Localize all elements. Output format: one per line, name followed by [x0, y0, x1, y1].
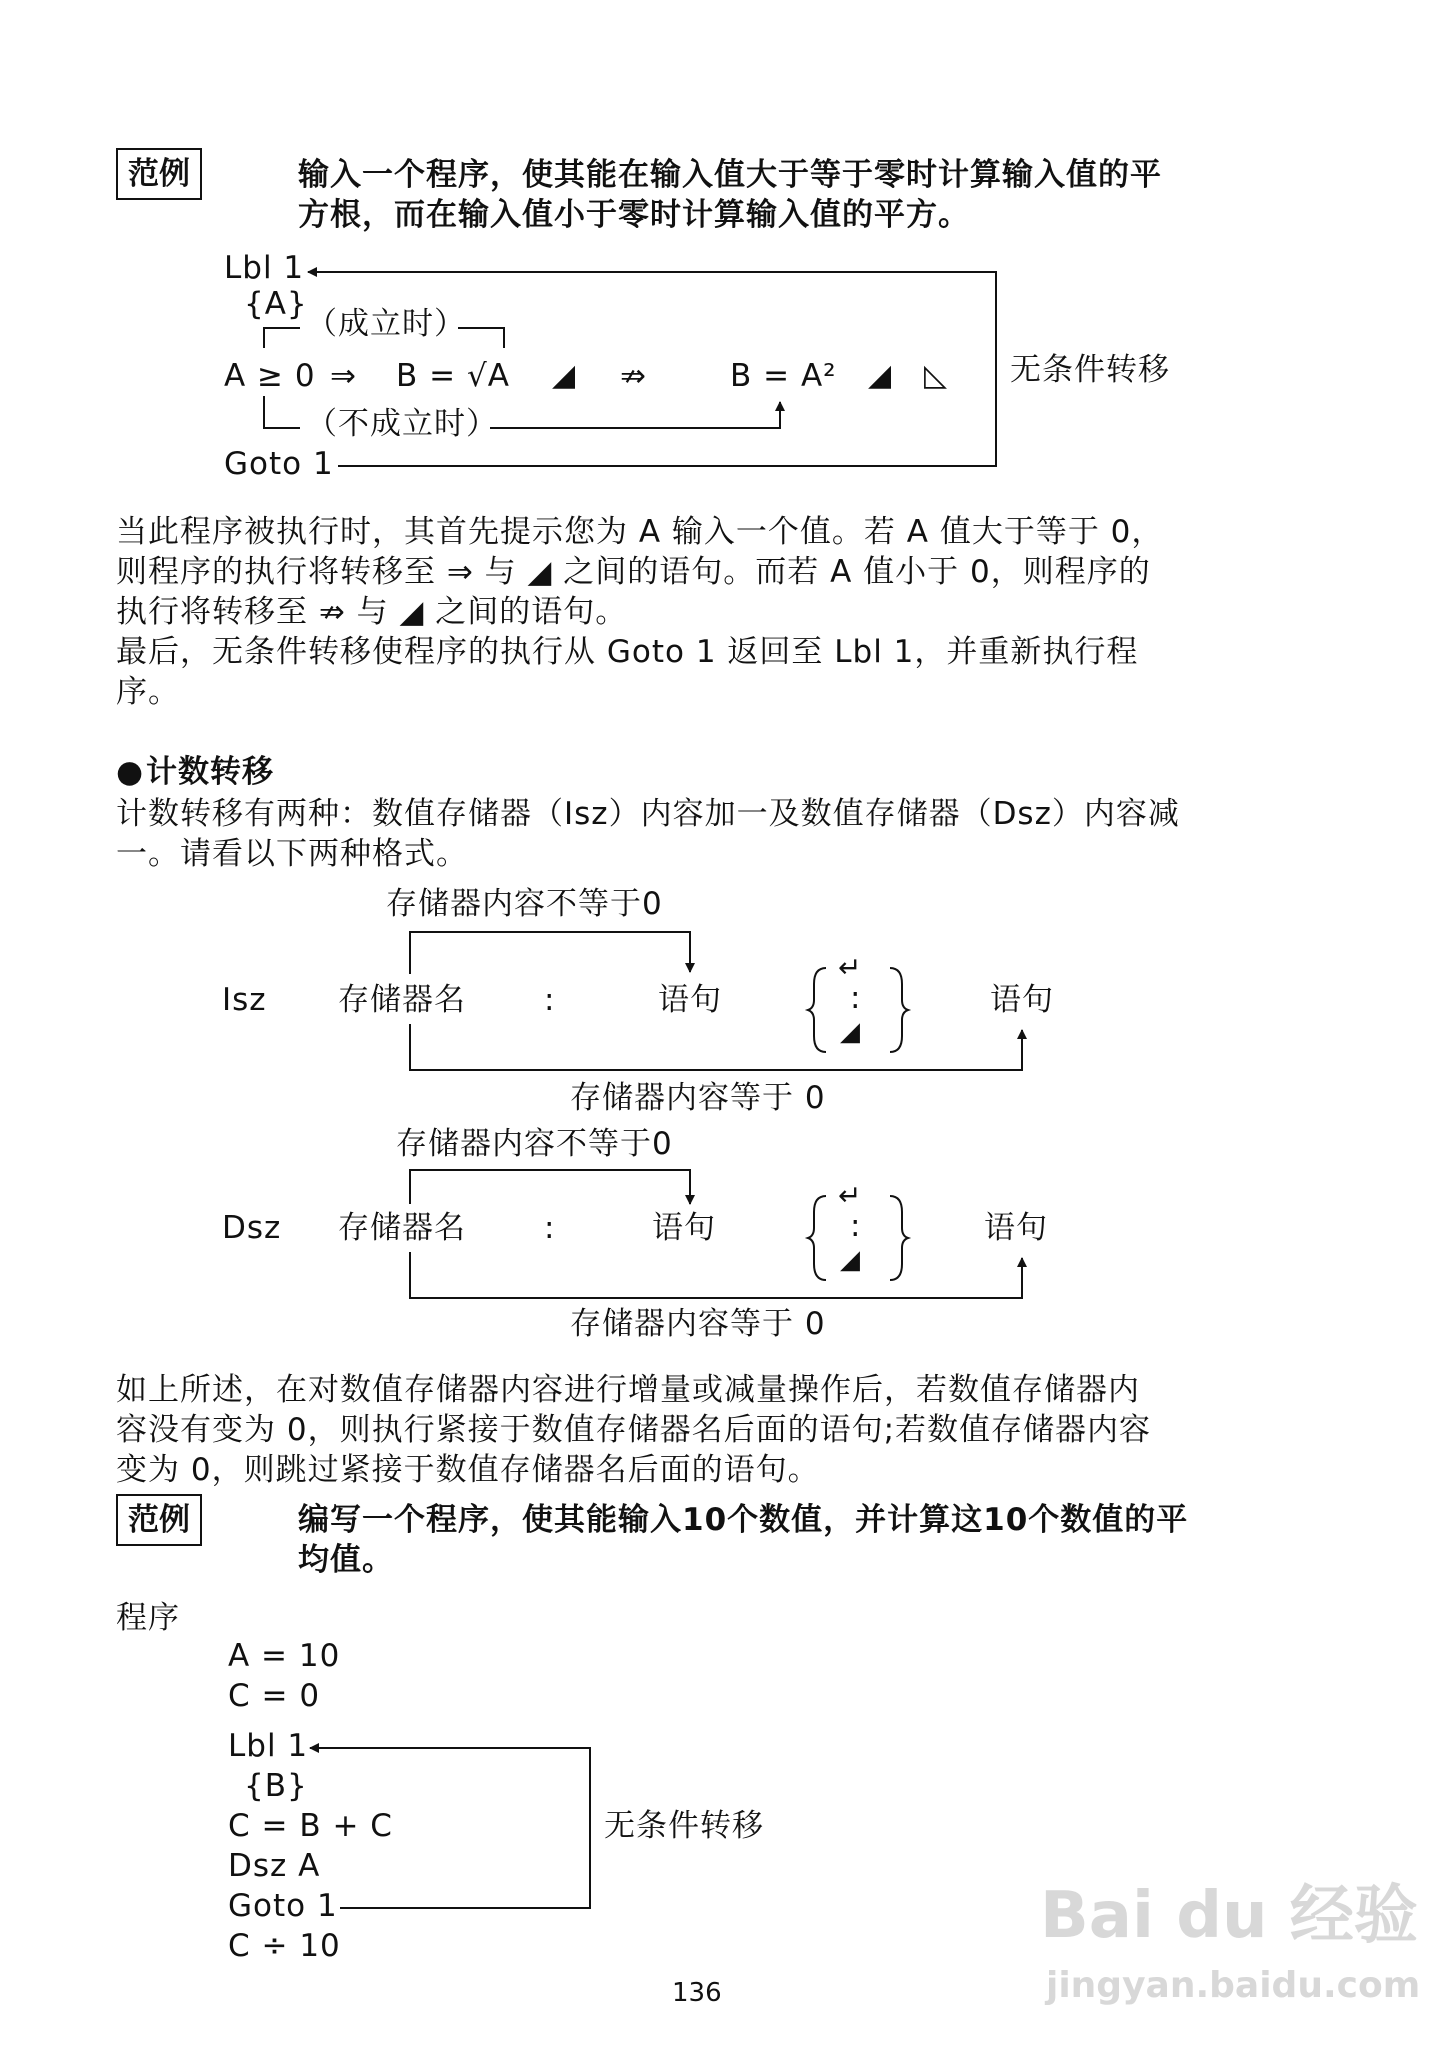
isz-statement-2: 语句	[990, 982, 1054, 1018]
then-arrow: ⇒	[330, 358, 357, 394]
program-c-0: C = 0	[228, 1678, 321, 1714]
else-arrow: ⇏	[620, 358, 647, 394]
dsz-statement-2: 语句	[984, 1210, 1048, 1246]
dsz-top-connector	[410, 1170, 690, 1204]
example-title-line1: 输入一个程序，使其能在输入值大于等于零时计算输入值的平	[298, 157, 1162, 193]
section-line2: 一。请看以下两种格式。	[116, 836, 468, 872]
isz-bottom-label: 存储器内容等于 0	[570, 1080, 826, 1116]
example-tag-2: 范例	[116, 1494, 202, 1546]
display-icon: ◢	[552, 358, 577, 393]
program-goto-1: Goto 1	[228, 1888, 338, 1924]
program-lbl-1: Lbl 1	[228, 1728, 309, 1764]
dsz-colon: :	[544, 1210, 556, 1246]
isz-top-connector	[410, 932, 690, 974]
isz-bottom-connector	[410, 1024, 1022, 1070]
isz-right-brace	[890, 968, 908, 1052]
goto-1: Goto 1	[224, 446, 334, 482]
dsz-newline-icon: ↵	[838, 1179, 863, 1212]
section-heading: 计数转移	[146, 754, 274, 790]
para2-line3: 变为 0，则跳过紧接于数值存储器名后面的语句。	[116, 1452, 820, 1488]
square-expression: B = A²	[730, 358, 837, 394]
dsz-bottom-connector	[410, 1252, 1022, 1298]
isz-left-brace	[808, 968, 826, 1052]
isz-top-label: 存储器内容不等于0	[386, 886, 663, 922]
program-sum: C = B + C	[228, 1808, 393, 1844]
example-title-line2: 方根，而在输入值小于零时计算输入值的平方。	[298, 197, 970, 233]
dsz-right-brace	[890, 1196, 908, 1280]
program-a-10: A = 10	[228, 1638, 341, 1674]
para2-line1: 如上所述，在对数值存储器内容进行增量或减量操作后，若数值存储器内	[116, 1372, 1140, 1408]
isz-label: Isz	[222, 982, 267, 1018]
isz-memory-name: 存储器名	[338, 982, 466, 1018]
false-label: （不成立时）	[306, 406, 498, 442]
example2-title-line2: 均值。	[298, 1542, 394, 1578]
para1-line5: 序。	[116, 674, 180, 710]
program-heading: 程序	[116, 1600, 180, 1636]
dsz-bottom-label: 存储器内容等于 0	[570, 1306, 826, 1342]
program-input-b: {B}	[244, 1768, 308, 1804]
isz-statement: 语句	[658, 982, 722, 1018]
end-icon: ◺	[924, 358, 949, 393]
lbl-1: Lbl 1	[224, 250, 305, 286]
dsz-label: Dsz	[222, 1210, 282, 1246]
program-dsz-a: Dsz A	[228, 1848, 321, 1884]
para1-line4: 最后，无条件转移使程序的执行从 Goto 1 返回至 Lbl 1，并重新执行程	[116, 634, 1139, 670]
isz-colon: :	[544, 982, 556, 1018]
dsz-display-icon: ◢	[840, 1245, 861, 1275]
false-branch-line	[490, 402, 780, 428]
page-number: 136	[672, 1978, 722, 2008]
sqrt-expression: B = √A	[396, 358, 510, 394]
dsz-memory-name: 存储器名	[338, 1210, 466, 1246]
dsz-statement: 语句	[652, 1210, 716, 1246]
example-tag: 范例	[116, 148, 202, 200]
isz-colon-symbol: :	[850, 980, 862, 1016]
input-a: {A}	[244, 286, 308, 322]
bullet: ●	[116, 754, 145, 790]
para1-line3: 执行将转移至 ⇏ 与 ◢ 之间的语句。	[116, 594, 628, 630]
dsz-colon-symbol: :	[850, 1208, 862, 1244]
true-bracket	[264, 328, 300, 348]
watermark-url: jingyan.baidu.com	[1046, 1965, 1421, 2006]
false-bracket	[264, 396, 300, 428]
para1-line2: 则程序的执行将转移至 ⇒ 与 ◢ 之间的语句。而若 A 值小于 0，则程序的	[116, 554, 1151, 590]
para2-line2: 容没有变为 0，则执行紧接于数值存储器名后面的语句;若数值存储器内容	[116, 1412, 1152, 1448]
display-icon-2: ◢	[868, 358, 893, 393]
dsz-top-label: 存储器内容不等于0	[396, 1126, 673, 1162]
true-label: （成立时）	[306, 306, 466, 342]
condition: A ≥ 0	[224, 358, 316, 394]
isz-display-icon: ◢	[840, 1017, 861, 1047]
example2-title-line1: 编写一个程序，使其能输入10个数值，并计算这10个数值的平	[298, 1502, 1189, 1538]
section-line1: 计数转移有两种：数值存储器（Isz）内容加一及数值存储器（Dsz）内容减	[116, 796, 1180, 832]
para1-line1: 当此程序被执行时，其首先提示您为 A 输入一个值。若 A 值大于等于 0，	[116, 514, 1164, 550]
program-divide: C ÷ 10	[228, 1928, 341, 1964]
dsz-left-brace	[808, 1196, 826, 1280]
watermark-logo: Bai du 经验	[1040, 1879, 1418, 1953]
unconditional-jump-label: 无条件转移	[1010, 352, 1170, 388]
program-unconditional-label: 无条件转移	[604, 1808, 764, 1844]
isz-newline-icon: ↵	[838, 951, 863, 984]
